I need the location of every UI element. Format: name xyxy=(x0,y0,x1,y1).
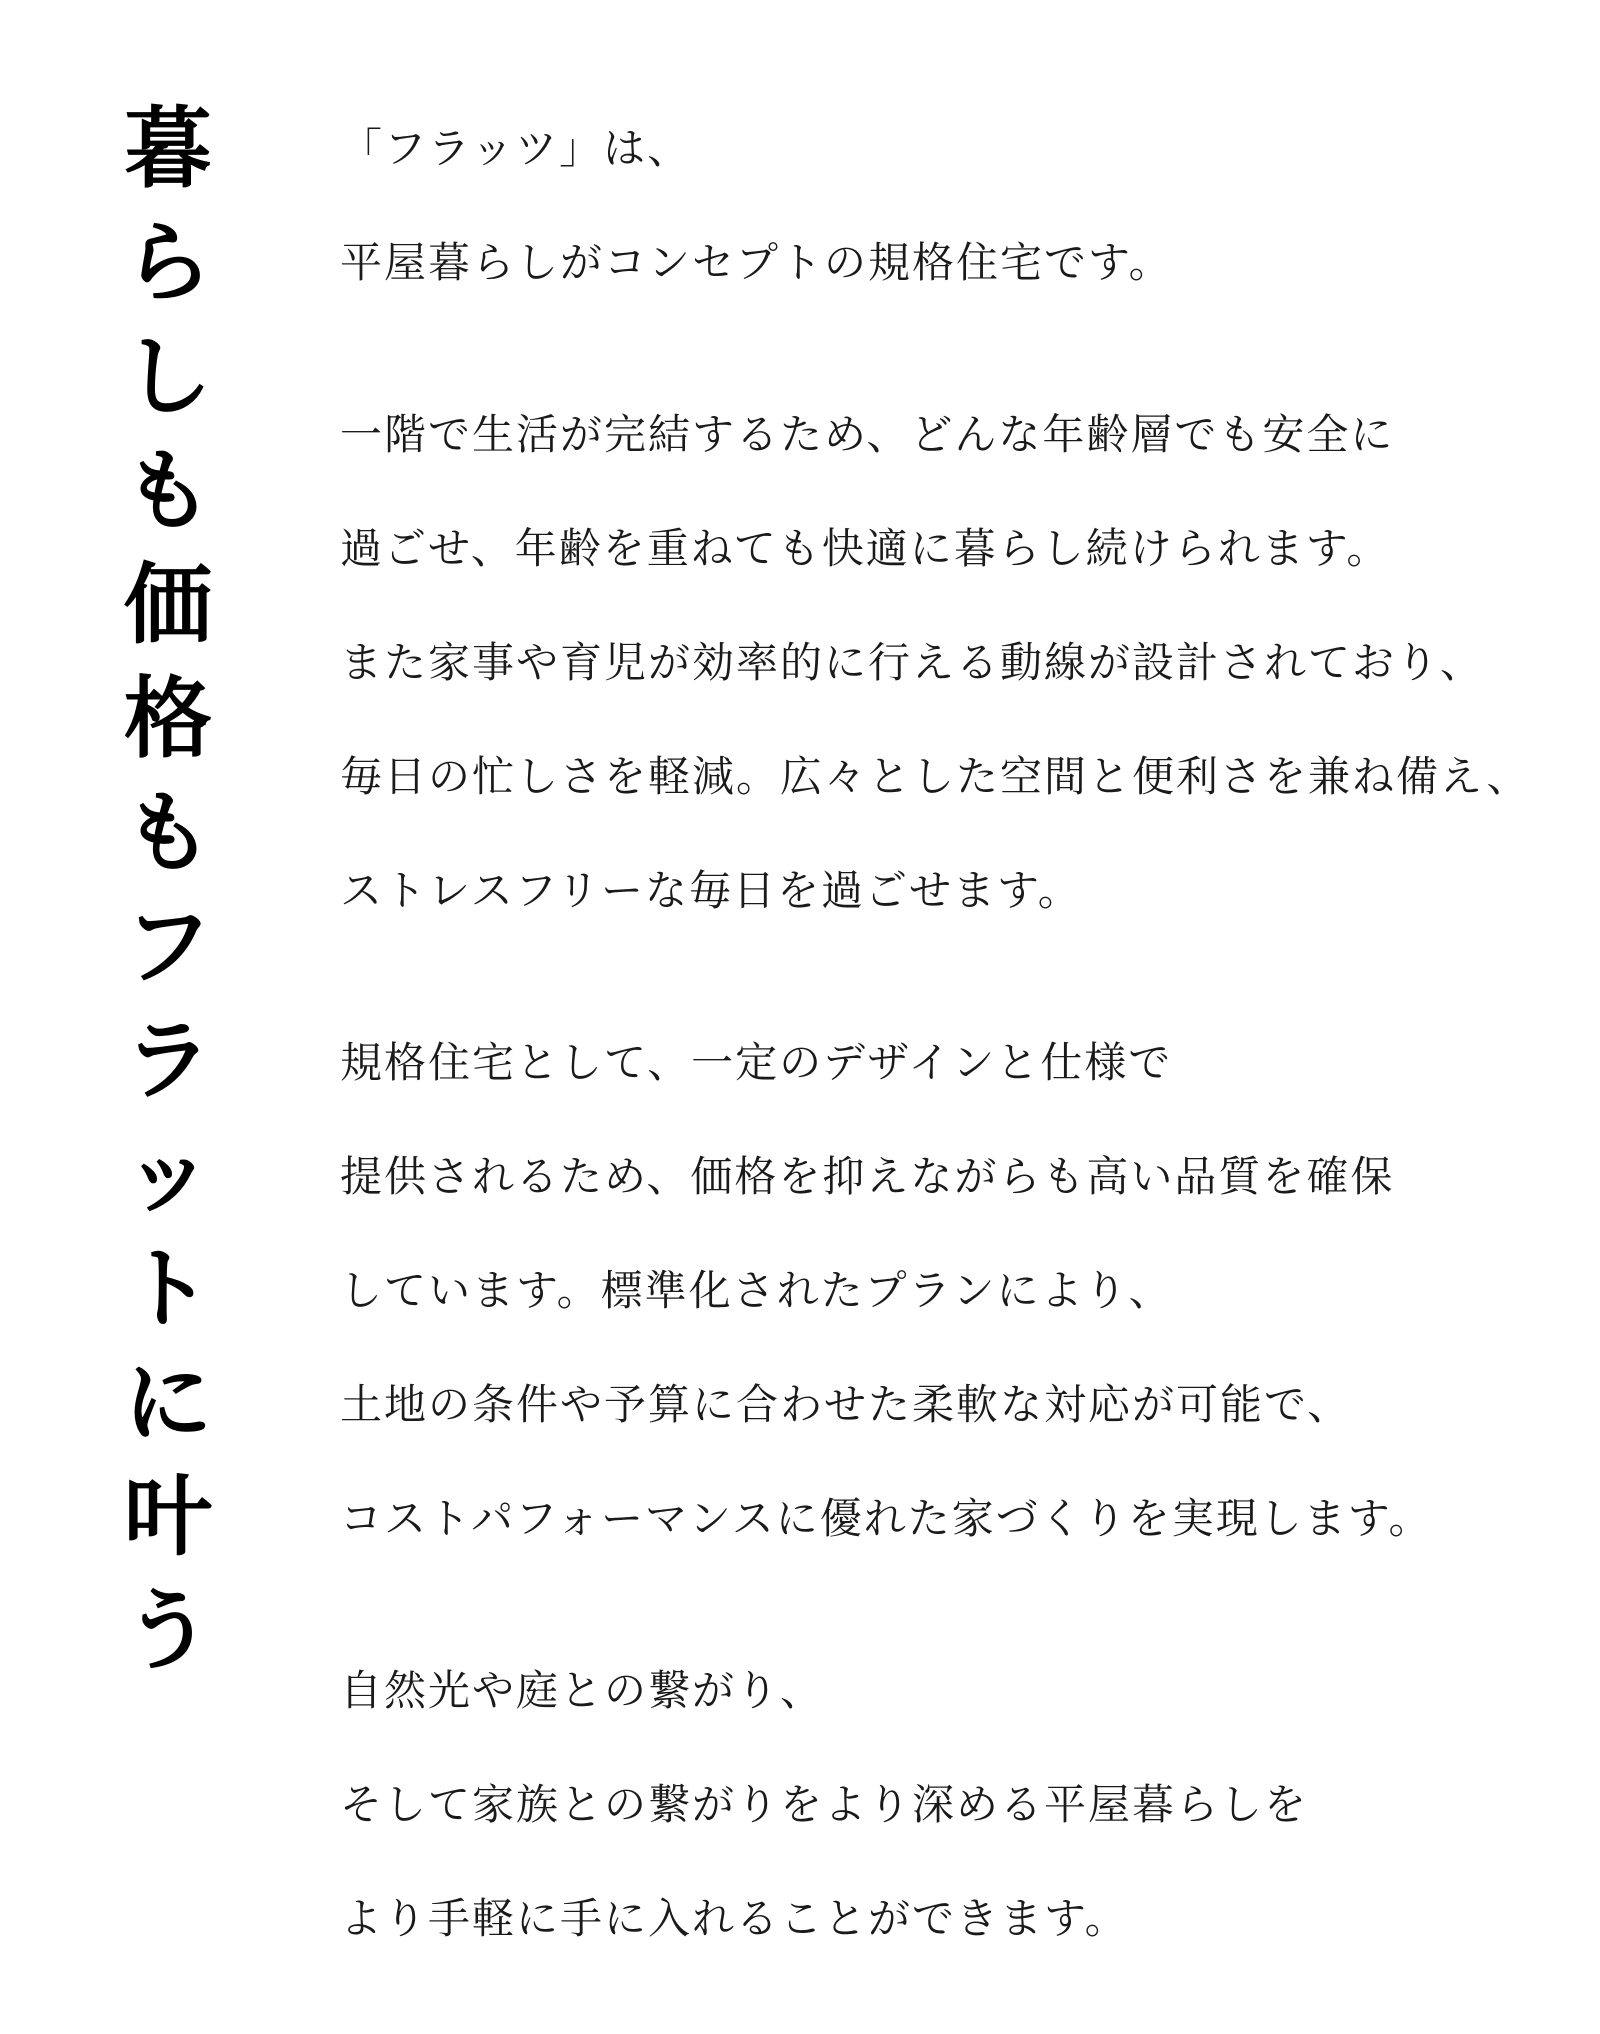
paragraph-lifestyle xyxy=(340,378,1570,948)
text-line: 規格住宅として、一定のデザインと仕様で xyxy=(340,1038,1173,1087)
text-line: 土地の条件や予算に合わせた柔軟な対応が可能で、 xyxy=(340,1380,1352,1429)
paragraph-intro xyxy=(340,92,1570,320)
text-line: コストパフォーマンスに優れた家づくりを実現します。 xyxy=(340,1494,1433,1543)
text-line: そして家族との繋がりをより深める平屋暮らしを xyxy=(340,1780,1309,1829)
text-line: 自然光や庭との繋がり、 xyxy=(340,1666,825,1715)
text-line: また家事や育児が効率的に行える動線が設計されており、 xyxy=(340,638,1485,687)
text-line: より手軽に手に入れることができます。 xyxy=(340,1894,1129,1943)
page-title: 暮 ら し も 価 格 も フ ラ ッ ト に 叶 う xyxy=(123,97,212,1682)
paragraph-closing xyxy=(340,1634,1570,1976)
text-line: 提供されるため、価格を抑えながらも高い品質を確保 xyxy=(340,1152,1395,1201)
text-line: しています。標準化されたプランにより、 xyxy=(340,1266,1173,1315)
text-line: 一階で生活が完結するため、どんな年齢層でも安全に xyxy=(340,410,1395,459)
text-line: 平屋暮らしがコンセプトの規格住宅です。 xyxy=(340,238,1173,287)
text-line: 毎日の忙しさを軽減。広々とした空間と便利さを兼ね備え、 xyxy=(340,752,1531,801)
text-line: 「フラッツ」は、 xyxy=(340,124,692,173)
text-line: ストレスフリーな毎日を過ごせます。 xyxy=(340,866,1082,915)
body-text xyxy=(340,92,1570,2034)
text-line: 過ごせ、年齢を重ねても快適に暮らし続けられます。 xyxy=(340,524,1391,573)
paragraph-price xyxy=(340,1006,1570,1576)
